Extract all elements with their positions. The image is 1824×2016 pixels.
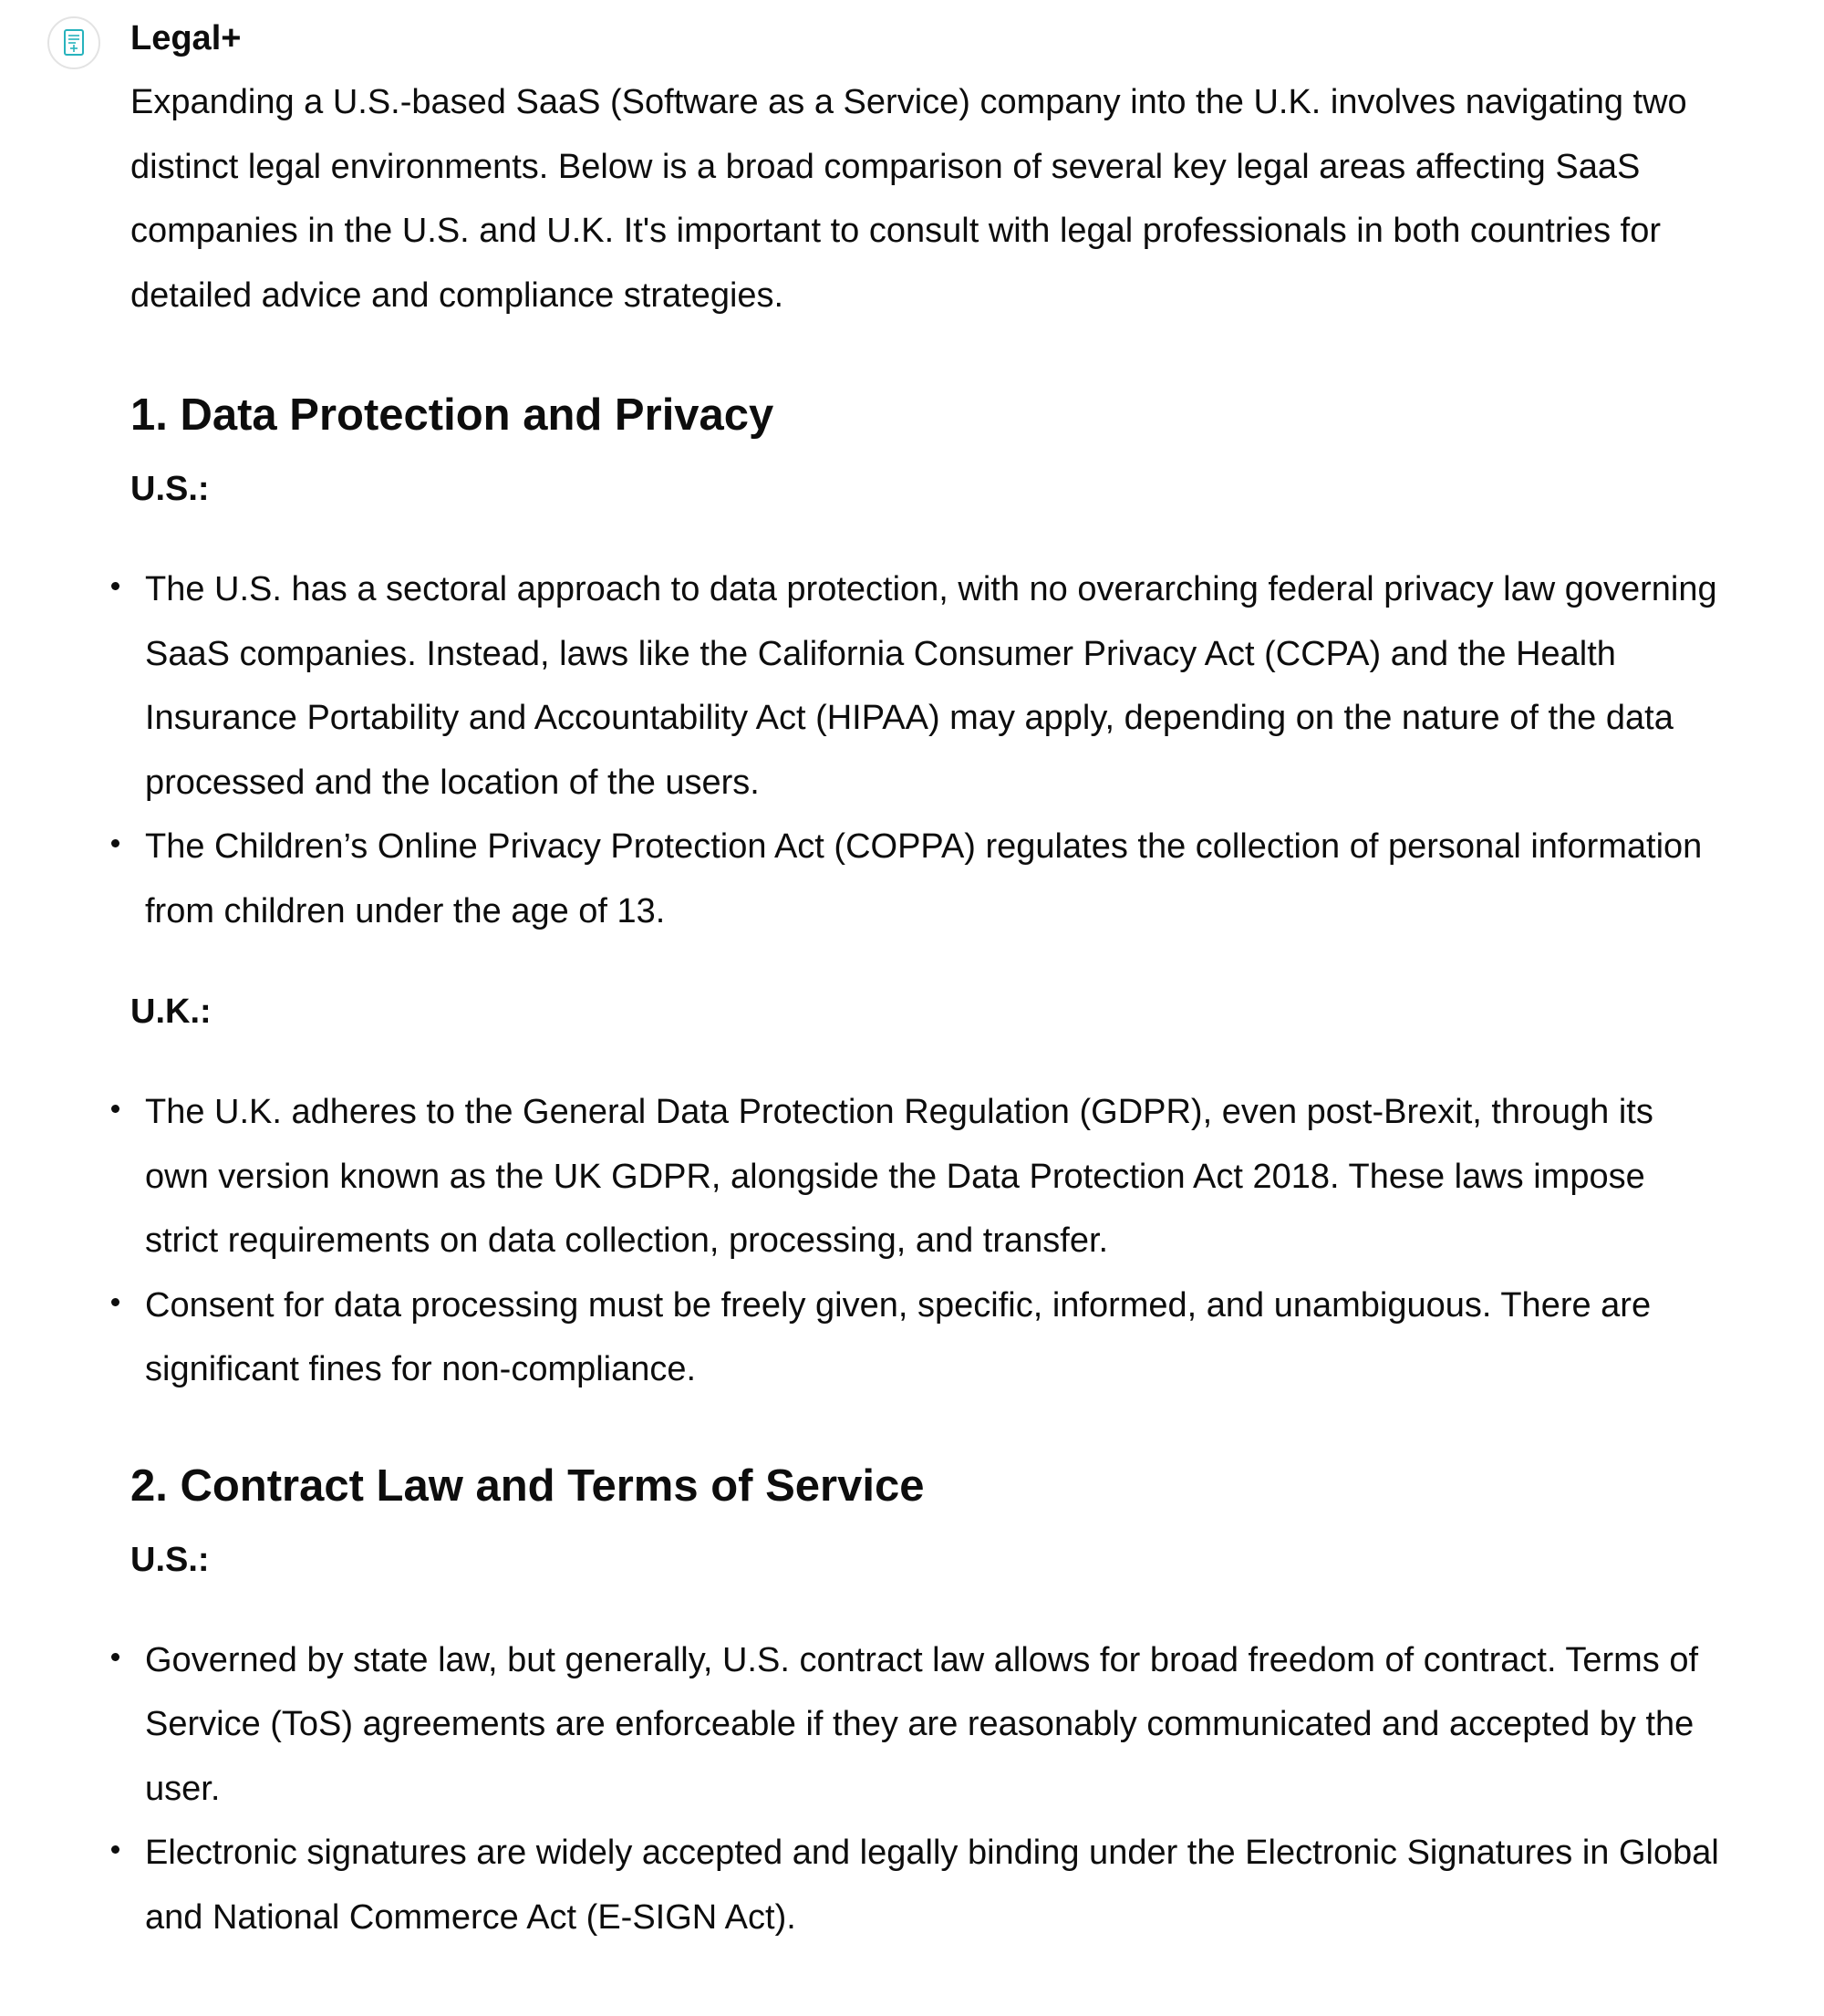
bullet-list bbox=[130, 557, 1722, 943]
bullet-icon bbox=[111, 1105, 119, 1113]
list-item bbox=[130, 557, 1722, 815]
avatar bbox=[47, 16, 100, 69]
intro-paragraph: Expanding a U.S.-based SaaS (Software as a Service) company into the U.K. involves navigating two distinct legal environments. Below is a broad comparison of several key legal areas affecting SaaS companies in the U.S. and U.K. It's important to consult with legal professionals in both countries for detailed advice and compliance strategies. bbox=[130, 83, 1687, 315]
list-item bbox=[130, 1628, 1722, 1822]
bullet-icon bbox=[111, 1653, 119, 1661]
list-item-text: Consent for data processing must be freely given, specific, informed, and unambiguous. There are significant fines for non-compliance. bbox=[145, 1285, 1652, 1388]
message-content bbox=[130, 70, 1722, 1949]
bullet-icon bbox=[111, 1298, 119, 1306]
list-item-text: The U.S. has a sectoral approach to data protection, with no overarching federal privacy law governing SaaS companies. Instead, laws like the California Consumer Privacy Act (CCPA) and the Health Insurance Portability and Accountability Act (HIPAA) may apply, depending on the nature of the data processed and the location of the users. bbox=[145, 570, 1717, 802]
subheading-us: U.S.: bbox=[130, 470, 210, 508]
section-heading-contract-law: 2. Contract Law and Terms of Service bbox=[130, 1460, 925, 1511]
bullet-icon bbox=[111, 1845, 119, 1854]
bullet-list bbox=[130, 1080, 1722, 1402]
bullet-icon bbox=[111, 839, 119, 847]
bullet-icon bbox=[111, 582, 119, 590]
list-item bbox=[130, 1080, 1722, 1273]
section-heading-data-protection: 1. Data Protection and Privacy bbox=[130, 390, 774, 440]
list-item-text: Electronic signatures are widely accepted and legally binding under the Electronic Signatures in Global and National Commerce Act (E-SIGN Act). bbox=[145, 1834, 1719, 1937]
list-item-text: The Children’s Online Privacy Protection Act (COPPA) regulates the collection of personal information from children under the age of 13. bbox=[145, 827, 1703, 930]
author-name: Legal+ bbox=[130, 19, 242, 57]
list-item bbox=[130, 1821, 1722, 1949]
bullet-list bbox=[130, 1628, 1722, 1950]
list-item-text: Governed by state law, but generally, U.S. contract law allows for broad freedom of contract. Terms of Service (ToS) agreements are enforceable if they are reasonably communicated and accepted by the user. bbox=[145, 1640, 1699, 1808]
list-item bbox=[130, 815, 1722, 943]
subheading-us: U.S.: bbox=[130, 1540, 210, 1579]
subheading-uk: U.K.: bbox=[130, 992, 212, 1031]
list-item bbox=[130, 1273, 1722, 1402]
list-item-text: The U.K. adheres to the General Data Protection Regulation (GDPR), even post-Brexit, through its own version known as the UK GDPR, alongside the Data Protection Act 2018. These laws impose strict requirements on data collection, processing, and transfer. bbox=[145, 1093, 1653, 1260]
document-icon bbox=[60, 27, 88, 58]
